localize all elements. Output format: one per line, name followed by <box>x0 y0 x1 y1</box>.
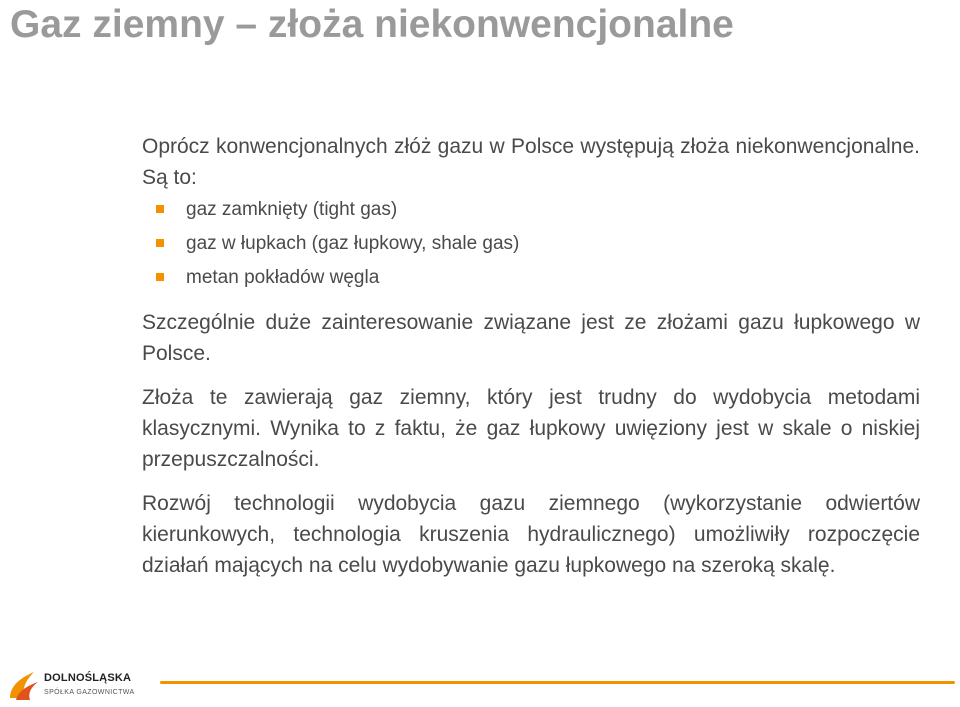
square-bullet-icon <box>156 239 164 247</box>
list-item <box>142 261 920 295</box>
paragraph-extraction-difficulty: Złoża te zawierają gaz ziemny, który jest trudny do wydobycia metodami klasycznymi. Wynika to z faktu, że gaz łupkowy uwięziony jest w skale o niskiej przepuszczalności. <box>142 386 920 471</box>
logo-subtitle: SPÓŁKA GAZOWNICTWA <box>44 689 135 696</box>
list-item <box>142 227 920 261</box>
slide-content <box>142 131 920 581</box>
paragraph-shale-interest: Szczególnie duże zainteresowanie związane jest ze złożami gazu łupkowego w Polsce. <box>142 311 920 365</box>
intro-paragraph: Oprócz konwencjonalnych złóż gazu w Polsce występują złoża niekonwencjonalne. Są to: <box>142 135 920 189</box>
bullet-text: metan pokładów węgla <box>186 267 380 288</box>
flame-logo-icon <box>6 664 42 704</box>
logo-name: DOLNOŚLĄSKA <box>44 672 132 684</box>
list-item <box>142 193 920 227</box>
paragraph-technology: Rozwój technologii wydobycia gazu ziemnego (wykorzystanie odwiertów kierunkowych, technologia kruszenia hydraulicznego) umożliwiły rozpoczęcie działań mających na celu wydobywanie gazu łupkowego na szeroką skalę. <box>142 492 920 577</box>
bullet-list <box>142 193 920 295</box>
square-bullet-icon <box>156 205 164 213</box>
company-logo <box>6 664 146 704</box>
footer-divider <box>160 681 955 684</box>
square-bullet-icon <box>156 273 164 281</box>
bullet-text: gaz w łupkach (gaz łupkowy, shale gas) <box>186 233 520 254</box>
page-title: Gaz ziemny – złoża niekonwencjonalne <box>10 3 734 46</box>
bullet-text: gaz zamknięty (tight gas) <box>186 199 398 220</box>
